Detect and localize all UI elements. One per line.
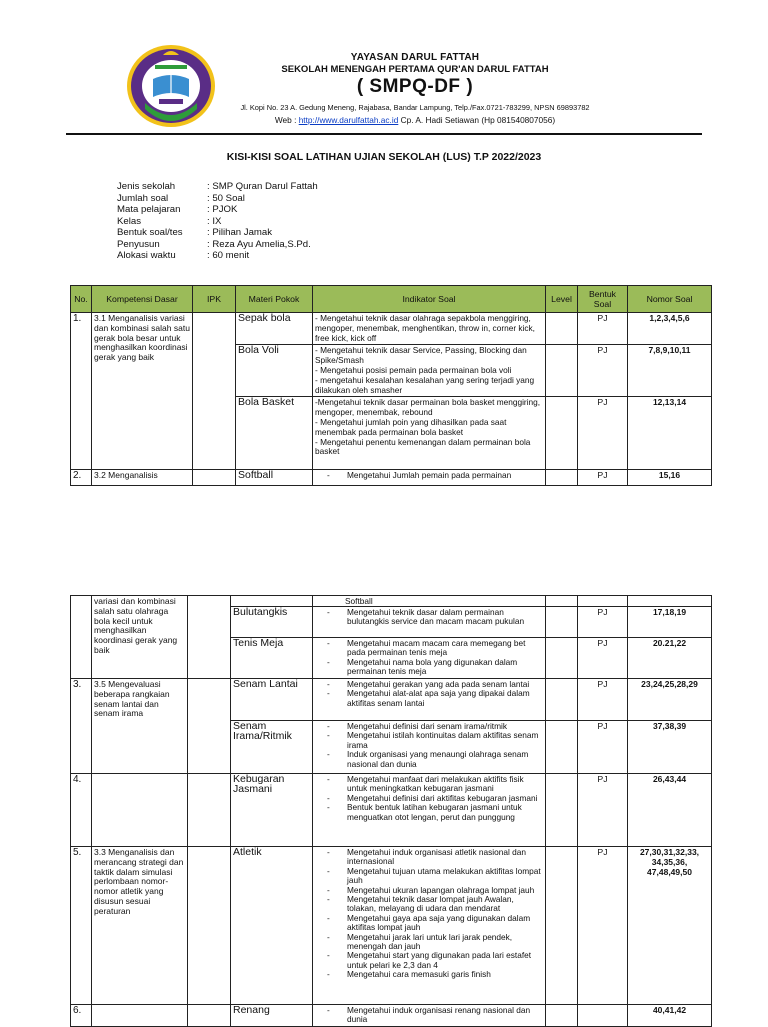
info-row (117, 193, 318, 205)
indikator-cell: -Mengetahui teknik dasar permainan bola basket menggiring, mengoper, menembak, rebound - Mengetahui jumlah poin yang dihasilkan pada saat menembak pada permainan bola basket - Mengetahui penentu kemenangan dalam permainan bola basket (313, 397, 546, 470)
info-key: Kelas (117, 215, 141, 227)
info-value: : Pilihan Jamak (207, 227, 273, 238)
materi-cell: Renang (231, 1005, 313, 1027)
kompetensi-dasar-cell: variasi dan kombinasi salah satu olahraga bola kecil untuk menghasilkan koordinasi gerak yang baik (92, 596, 188, 679)
materi-cell: Tenis Meja (231, 638, 313, 679)
nomor-soal-cell: 26,43,44 (628, 774, 712, 847)
info-value: : PJOK (207, 204, 238, 215)
bentuk-soal-cell: PJ (578, 721, 628, 774)
row-number: 5. (71, 847, 92, 1005)
nomor-soal-cell: 37,38,39 (628, 721, 712, 774)
nomor-soal-cell: 20.21,22 (628, 638, 712, 679)
school-abbreviation: ( SMPQ-DF ) (356, 76, 474, 97)
table-row (71, 679, 712, 721)
info-key: Bentuk soal/tes (117, 227, 183, 238)
level-cell (546, 596, 578, 607)
exam-info (117, 181, 318, 262)
indikator-item: - Mengetahui definisi dari aktifitas kebugaran jasmani (315, 794, 543, 803)
indikator-item: - Mengetahui macam macam cara memegang bet pada permainan tenis meja (315, 639, 543, 658)
kisi-kisi-table-page1 (70, 285, 712, 486)
info-row (117, 216, 318, 228)
school-logo (125, 43, 217, 129)
level-cell (546, 345, 578, 397)
level-cell (546, 679, 578, 721)
row-number: 6. (71, 1005, 92, 1027)
indikator-item: - Mengetahui ukuran lapangan olahraga lompat jauh (315, 886, 543, 895)
materi-cell: Softball (236, 470, 313, 486)
bentuk-soal-cell: PJ (578, 774, 628, 847)
ipk-cell (193, 313, 236, 470)
indikator-item: - Mengetahui jarak lari untuk lari jarak pendek, menengah dan jauh (315, 933, 543, 952)
row-number: 3. (71, 679, 92, 774)
bentuk-soal-cell: PJ (578, 607, 628, 638)
nomor-soal-cell: 27,30,31,32,33, 34,35,36, 47,48,49,50 (628, 847, 712, 1005)
indikator-cell (313, 470, 546, 486)
indikator-item: - Mengetahui induk organisasi renang nasional dan dunia (315, 1006, 543, 1025)
indikator-item: - Induk organisasi yang menaungi olahraga senam nasional dan dunia (315, 750, 543, 769)
materi-cell: Kebugaran Jasmani (231, 774, 313, 847)
level-cell (546, 847, 578, 1005)
indikator-item: - Mengetahui alat-alat apa saja yang dipakai dalam aktifitas senam lantai (315, 689, 543, 708)
info-key: Penyusun (117, 238, 160, 250)
indikator-cell: - Mengetahui teknik dasar olahraga sepakbola menggiring, mengoper, menembak, menghentikan, throw in, corner kick, free kick, kick off (313, 313, 546, 345)
row-number: 1. (71, 313, 92, 470)
materi-cell: Senam Lantai (231, 679, 313, 721)
ipk-cell (188, 847, 231, 1005)
indikator-cell: Softball (313, 596, 546, 607)
indikator-item: - Mengetahui cara memasuki garis finish (315, 970, 543, 979)
col-header-level: Level (546, 286, 578, 313)
info-key: Alokasi waktu (117, 250, 176, 261)
row-number: 2. (71, 470, 92, 486)
col-header-bentuk-soal: Bentuk Soal (578, 286, 628, 313)
level-cell (546, 638, 578, 679)
col-header-kompetensi-dasar: Kompetensi Dasar (92, 286, 193, 313)
table-row (71, 847, 712, 1005)
table-row (71, 470, 712, 486)
website-link[interactable]: http://www.darulfattah.ac.id (298, 115, 399, 125)
info-key: Jumlah soal (117, 192, 169, 204)
kisi-kisi-table-page2 (70, 595, 712, 1027)
nomor-soal-cell: 7,8,9,10,11 (628, 345, 712, 397)
school-website-line (215, 115, 615, 125)
indikator-cell: - Mengetahui teknik dasar Service, Passing, Blocking dan Spike/Smash - Mengetahui posisi pemain pada permainan bola voli - mengetahui kesalahan kesalahan yang sering terjadi yang dilakukan oleh smasher (313, 345, 546, 397)
materi-cell: Bulutangkis (231, 607, 313, 638)
foundation-name: YAYASAN DARUL FATTAH (350, 52, 480, 63)
materi-cell: Bola Voli (236, 345, 313, 397)
indikator-item: - Mengetahui gaya apa saja yang digunakan dalam aktifitas lompat jauh (315, 914, 543, 933)
level-cell (546, 313, 578, 345)
ipk-cell (193, 470, 236, 486)
col-header-ipk: IPK (193, 286, 236, 313)
row-number (71, 596, 92, 679)
info-value: : Reza Ayu Amelia,S.Pd. (207, 238, 311, 250)
indikator-item: - Bentuk bentuk latihan kebugaran jasmani untuk menguatkan otot lengan, perut dan punggung (315, 803, 543, 822)
nomor-soal-cell: 40,41,42 (628, 1005, 712, 1027)
bentuk-soal-cell: PJ (578, 313, 628, 345)
info-row (117, 181, 318, 193)
indikator-cell (313, 638, 546, 679)
indikator-item: - Mengetahui istilah kontinuitas dalam aktifitas senam irama (315, 731, 543, 750)
level-cell (546, 470, 578, 486)
nomor-soal-cell: 15,16 (628, 470, 712, 486)
nomor-soal-cell: 23,24,25,28,29 (628, 679, 712, 721)
row-number: 4. (71, 774, 92, 847)
table-header-row (71, 286, 712, 313)
ipk-cell (188, 596, 231, 679)
info-key: Jenis sekolah (117, 181, 176, 192)
table-row (71, 313, 712, 345)
materi-cell: Senam Irama/Ritmik (231, 721, 313, 774)
info-row (117, 227, 318, 239)
info-value: : 50 Soal (207, 192, 245, 204)
indikator-item: - Mengetahui gerakan yang ada pada senam lantai (315, 680, 543, 689)
school-address: Jl. Kopi No. 23 A. Gedung Meneng, Rajabasa, Bandar Lampung, Telp./Fax.0721-783299, NPSN 69893782 (240, 103, 590, 112)
table-row (71, 596, 712, 607)
bentuk-soal-cell: PJ (578, 345, 628, 397)
indikator-item: - Mengetahui definisi dari senam irama/ritmik (315, 722, 543, 731)
ipk-cell (188, 774, 231, 847)
info-value: : 60 menit (207, 250, 250, 261)
indikator-item: - Mengetahui tujuan utama melakukan aktifitas lompat jauh (315, 867, 543, 886)
indikator-item: - Mengetahui induk organisasi atletik nasional dan internasional (315, 848, 543, 867)
nomor-soal-cell: 1,2,3,4,5,6 (628, 313, 712, 345)
materi-cell: Atletik (231, 847, 313, 1005)
table-row (71, 774, 712, 847)
indikator-item: - Mengetahui Jumlah pemain pada permainan (315, 471, 543, 480)
nomor-soal-cell: 17,18,19 (628, 607, 712, 638)
school-name: SEKOLAH MENENGAH PERTAMA QUR'AN DARUL FATTAH (281, 64, 549, 75)
indikator-cell (313, 721, 546, 774)
level-cell (546, 397, 578, 470)
col-header-nomor-soal: Nomor Soal (628, 286, 712, 313)
header-divider (66, 133, 702, 135)
info-value: : IX (207, 215, 222, 227)
kompetensi-dasar-cell: 3.2 Menganalisis (92, 470, 193, 486)
materi-cell: Sepak bola (236, 313, 313, 345)
document-title: KISI-KISI SOAL LATIHAN UJIAN SEKOLAH (LUS) T.P 2022/2023 (226, 151, 542, 163)
level-cell (546, 1005, 578, 1027)
bentuk-soal-cell: PJ (578, 638, 628, 679)
level-cell (546, 774, 578, 847)
kompetensi-dasar-cell: 3.3 Menganalisis dan merancang strategi dan taktik dalam simulasi perlombaan nomor-nomor atletik yang disusun sesuai peraturan (92, 847, 188, 1005)
bentuk-soal-cell: PJ (578, 397, 628, 470)
materi-cell: Bola Basket (236, 397, 313, 470)
contact-person: Cp. A. Hadi Setiawan (Hp 081540807056) (398, 115, 556, 125)
indikator-item: - Mengetahui nama bola yang digunakan dalam permainan tenis meja (315, 658, 543, 677)
info-row (117, 250, 318, 262)
indikator-item: - Mengetahui teknik dasar dalam permainan bulutangkis service dan macam macam pukulan (315, 608, 543, 627)
indikator-cell (313, 774, 546, 847)
info-row (117, 239, 318, 251)
kompetensi-dasar-cell: 3.1 Menganalisis variasi dan kombinasi salah satu gerak bola besar untuk menghasilkan koordinasi gerak yang baik (92, 313, 193, 470)
info-key: Mata pelajaran (117, 204, 181, 215)
indikator-cell (313, 847, 546, 1005)
kompetensi-dasar-cell: 3.5 Mengevaluasi beberapa rangkaian senam lantai dan senam irama (92, 679, 188, 774)
bentuk-soal-cell: PJ (578, 847, 628, 1005)
bentuk-soal-cell (578, 1005, 628, 1027)
indikator-item: - Mengetahui manfaat dari melakukan aktifits fisik untuk meningkatkan kebugaran jasmani (315, 775, 543, 794)
bentuk-soal-cell (578, 596, 628, 607)
bentuk-soal-cell: PJ (578, 470, 628, 486)
nomor-soal-cell: 12,13,14 (628, 397, 712, 470)
ipk-cell (188, 679, 231, 774)
col-header-materi-pokok: Materi Pokok (236, 286, 313, 313)
level-cell (546, 607, 578, 638)
indikator-item: - Mengetahui start yang digunakan pada lari estafet untuk pelari ke 2,3 dan 4 (315, 951, 543, 970)
indikator-cell (313, 679, 546, 721)
materi-cell (231, 596, 313, 607)
kompetensi-dasar-cell (92, 1005, 188, 1027)
indikator-cell (313, 607, 546, 638)
col-header-no: No. (71, 286, 92, 313)
indikator-item: - Mengetahui teknik dasar lompat jauh Awalan, tolakan, melayang di udara dan mendarat (315, 895, 543, 914)
info-value: : SMP Quran Darul Fattah (207, 181, 318, 192)
nomor-soal-cell (628, 596, 712, 607)
ipk-cell (188, 1005, 231, 1027)
indikator-cell (313, 1005, 546, 1027)
kompetensi-dasar-cell (92, 774, 188, 847)
web-label: Web : (274, 115, 299, 125)
col-header-indikator-soal: Indikator Soal (313, 286, 546, 313)
table-row (71, 1005, 712, 1027)
bentuk-soal-cell: PJ (578, 679, 628, 721)
info-row (117, 204, 318, 216)
level-cell (546, 721, 578, 774)
